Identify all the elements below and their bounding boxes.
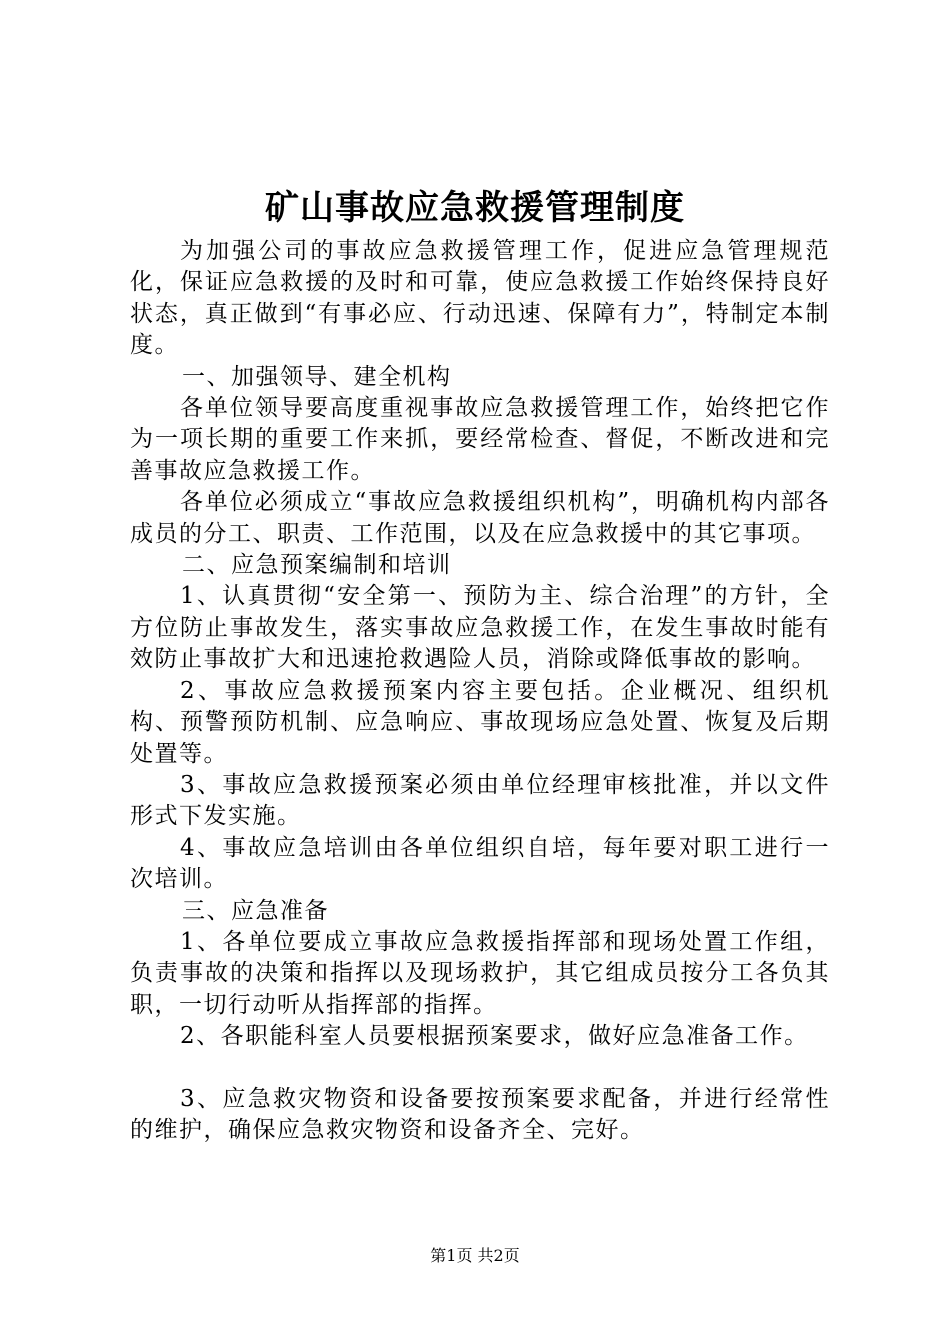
section-heading-3: 三、应急准备 bbox=[182, 897, 329, 924]
body-paragraph: 4、事故应急培训由各单位组织自培，每年要对职工进行一次培训。 bbox=[130, 834, 830, 893]
body-paragraph: 2、各职能科室人员要根据预案要求，做好应急准备工作。 bbox=[180, 1023, 809, 1050]
body-paragraph: 各单位领导要高度重视事故应急救援管理工作，始终把它作为一项长期的重要工作来抓，要经常检查、督促，不断改进和完善事故应急救援工作。 bbox=[130, 395, 830, 484]
intro-paragraph: 为加强公司的事故应急救援管理工作，促进应急管理规范化，保证应急救援的及时和可靠，使应急救援工作始终保持良好状态，真正做到“有事必应、行动迅速、保障有力”，特制定本制度。 bbox=[130, 238, 830, 359]
body-paragraph: 3、应急救灾物资和设备要按预案要求配备，并进行经常性的维护，确保应急救灾物资和设备齐全、完好。 bbox=[130, 1085, 830, 1143]
page-footer: 第1页 共2页 bbox=[430, 1246, 520, 1265]
document-body bbox=[130, 236, 830, 1146]
body-paragraph: 1、各单位要成立事故应急救援指挥部和现场处置工作组，负责事故的决策和指挥以及现场救护，其它组成员按分工各负其职，一切行动听从指挥部的指挥。 bbox=[130, 928, 830, 1018]
blank-line bbox=[130, 1053, 830, 1084]
body-paragraph: 3、事故应急救援预案必须由单位经理审核批准，并以文件形式下发实施。 bbox=[130, 771, 830, 830]
section-heading-1: 一、加强领导、建全机构 bbox=[182, 363, 452, 390]
section-heading-2: 二、应急预案编制和培训 bbox=[182, 552, 452, 579]
body-paragraph: 各单位必须成立“事故应急救援组织机构”，明确机构内部各成员的分工、职责、工作范围，以及在应急救援中的其它事项。 bbox=[130, 489, 830, 547]
body-paragraph: 2、事故应急救援预案内容主要包括。企业概况、组织机构、预警预防机制、应急响应、事故现场应急处置、恢复及后期处置等。 bbox=[130, 677, 830, 767]
document-title: 矿山事故应急救援管理制度 bbox=[265, 188, 685, 228]
body-paragraph: 1、认真贯彻“安全第一、预防为主、综合治理”的方针，全方位防止事故发生，落实事故应急救援工作，在发生事故时能有效防止事故扩大和迅速抢救遇险人员，消除或降低事故的影响。 bbox=[130, 583, 830, 673]
